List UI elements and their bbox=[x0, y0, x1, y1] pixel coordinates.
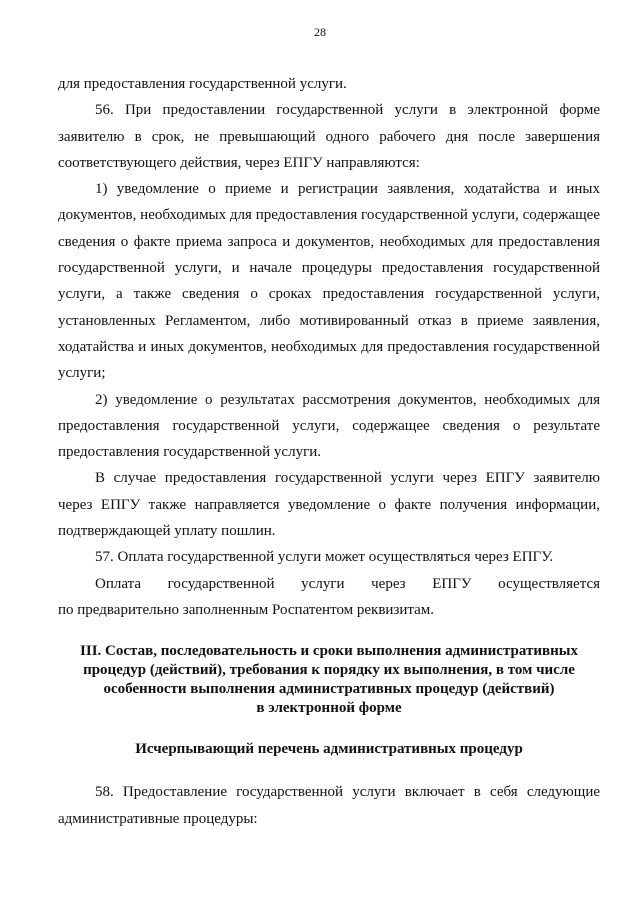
paragraph-epgu-notice: В случае предоставления государственной услуги через ЕПГУ заявителю через ЕПГУ также направляется уведомление о факте получения информации, подтверждающей уплату пошлин. bbox=[58, 470, 600, 540]
paragraph-item-1: 1) уведомление о приеме и регистрации заявления, ходатайства и иных документов, необходимых для предоставления государственной услуги, содержащее сведения о факте приема запроса и документов, необходимых для предоставления государственной услуги, и начале процедуры предоставления государственной услуги, а также сведения о сроках предоставления государственной услуги, установленных Регламентом, либо мотивированный отказ в приеме заявления, ходатайства и иных документов, необходимых для предоставления государственной услуги; bbox=[58, 181, 600, 382]
page-number: 28 bbox=[314, 25, 326, 39]
section-heading-line: особенности выполнения административных процедур (действий) bbox=[103, 681, 555, 697]
document-body bbox=[58, 71, 600, 623]
paragraph-payment-details: по предварительно заполненным Роспатентом реквизитам. bbox=[58, 601, 435, 618]
section-heading bbox=[58, 642, 600, 718]
document-body-tail bbox=[58, 779, 600, 833]
paragraph-item-2: 2) уведомление о результатах рассмотрения документов, необходимых для предоставления государственной услуги, содержащее сведения о результате предоставления государственной услуги. bbox=[58, 391, 600, 461]
paragraph-56: 56. При предоставлении государственной услуги в электронной форме заявителю в срок, не превышающий одного рабочего дня после завершения соответствующего действия, через ЕПГУ направляются: bbox=[58, 102, 600, 171]
paragraph-57: 57. Оплата государственной услуги может осуществляться через ЕПГУ. bbox=[95, 549, 554, 566]
section-heading-line: III. Состав, последовательность и сроки выполнения административных bbox=[80, 643, 578, 659]
paragraph-continuation: для предоставления государственной услуги. bbox=[58, 76, 347, 92]
section-heading-line: в электронной форме bbox=[256, 700, 402, 716]
subheading: Исчерпывающий перечень административных процедур bbox=[135, 741, 523, 757]
paragraph-58: 58. Предоставление государственной услуги включает в себя следующие административные процедуры: bbox=[58, 784, 600, 827]
section-heading-line: процедур (действий), требования к порядку их выполнения, в том числе bbox=[83, 662, 575, 678]
paragraph-payment-line: Оплата государственной услуги через ЕПГУ осуществляется bbox=[95, 575, 600, 592]
